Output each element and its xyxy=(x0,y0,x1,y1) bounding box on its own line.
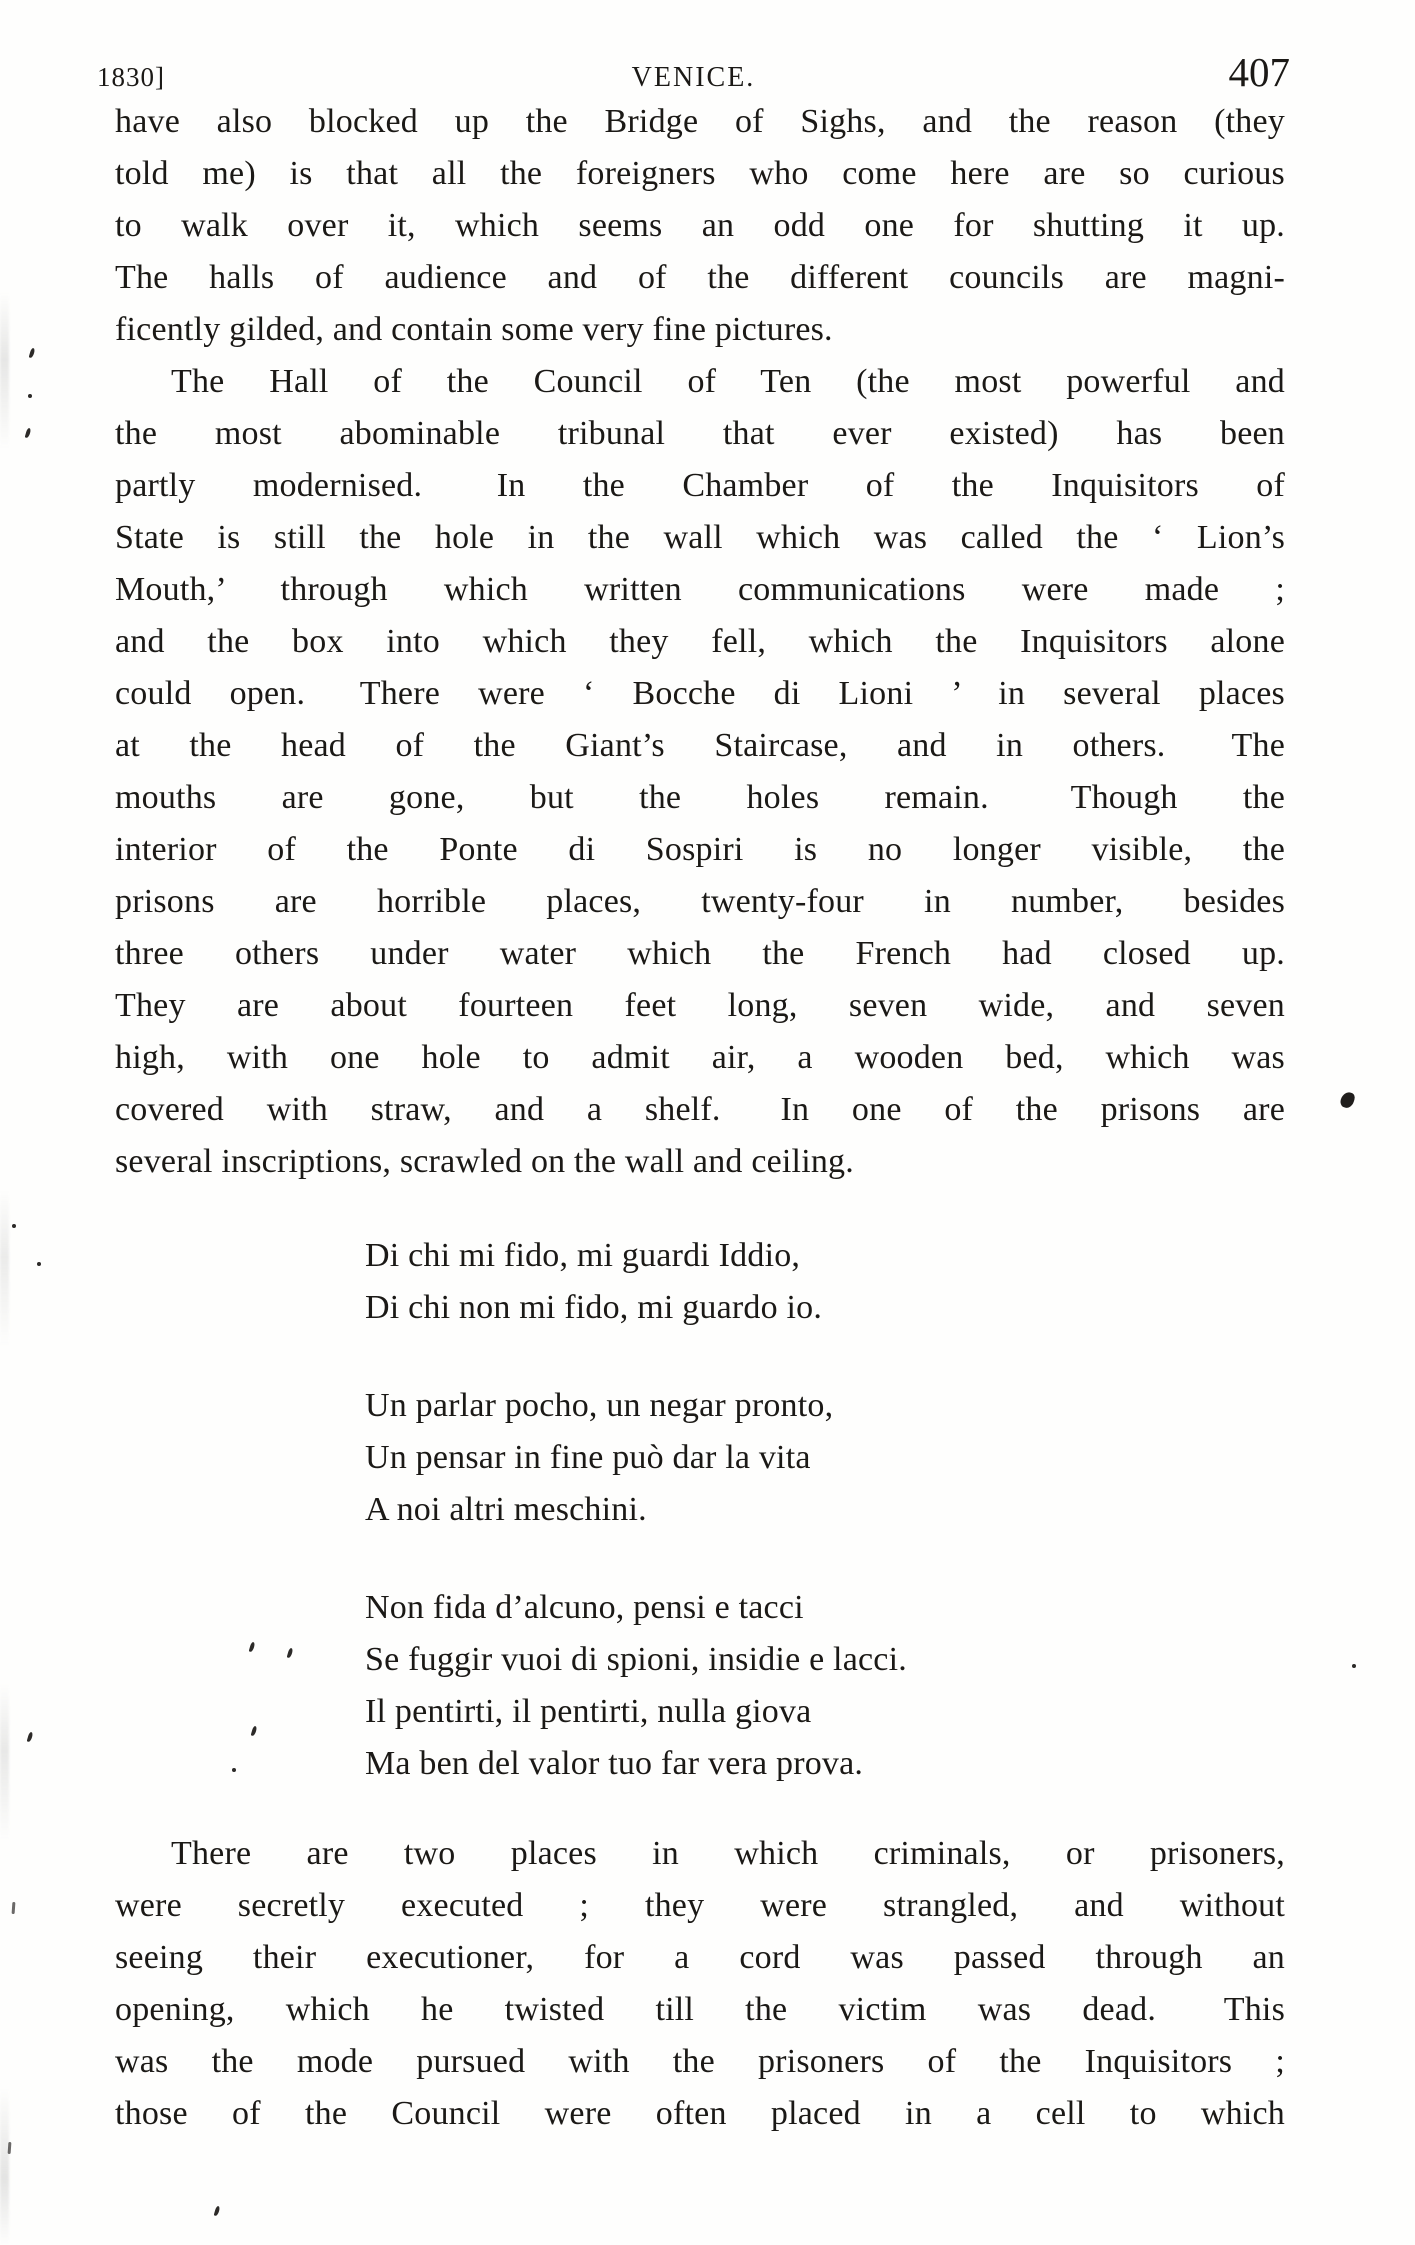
text-line: seeing their executioner, for a cord was passed through an xyxy=(115,1939,1285,1976)
verse-stanza xyxy=(365,1380,1285,1536)
header-title: VENICE. xyxy=(631,62,756,93)
text-line: the most abominable tribunal that ever existed) has been xyxy=(115,415,1285,452)
ink-speck xyxy=(214,2206,221,2217)
page-body xyxy=(115,96,1285,2140)
text-line: prisons are horrible places, twenty-four in number, besides xyxy=(115,883,1285,920)
page-header xyxy=(97,48,1290,96)
text-line: at the head of the Giant’s Staircase, and in others. The xyxy=(115,727,1285,764)
text-line: Non fida d’alcuno, pensi e tacci xyxy=(365,1589,804,1626)
text-line: and the box into which they fell, which the Inquisitors alone xyxy=(115,623,1285,660)
text-line: were secretly executed ; they were strangled, and without xyxy=(115,1887,1285,1924)
text-line: The halls of audience and of the different councils are magni- xyxy=(115,259,1285,296)
page-number: 407 xyxy=(1228,49,1290,95)
paragraph xyxy=(115,356,1285,1188)
text-line: partly modernised. In the Chamber of the Inquisitors of xyxy=(115,467,1285,504)
text-line: The Hall of the Council of Ten (the most powerful and xyxy=(171,363,1285,400)
header-year: 1830] xyxy=(97,62,165,92)
ink-blot xyxy=(1339,1090,1356,1109)
text-line: several inscriptions, scrawled on the wall and ceiling. xyxy=(115,1143,854,1180)
text-line: Un pensar in fine può dar la vita xyxy=(365,1439,811,1476)
text-line: could open. There were ‘ Bocche di Lioni ’ in several places xyxy=(115,675,1285,712)
text-line: mouths are gone, but the holes remain. Though the xyxy=(115,779,1285,816)
text-line: to walk over it, which seems an odd one for shutting it up. xyxy=(115,207,1285,244)
text-line: Ma ben del valor tuo far vera prova. xyxy=(365,1745,864,1782)
text-line: was the mode pursued with the prisoners of the Inquisitors ; xyxy=(115,2043,1285,2080)
text-line: There are two places in which criminals, or prisoners, xyxy=(171,1835,1285,1872)
text-line: Di chi mi fido, mi guardi Iddio, xyxy=(365,1237,801,1274)
text-line: covered with straw, and a shelf. In one of the prisons are xyxy=(115,1091,1285,1128)
verse-stanza xyxy=(365,1582,1285,1790)
text-line: State is still the hole in the wall which was called the ‘ Lion’s xyxy=(115,519,1285,556)
paragraph xyxy=(115,1828,1285,2140)
scan-edge-smudge xyxy=(0,0,9,2245)
ink-speck xyxy=(8,2142,12,2154)
text-line: those of the Council were often placed in a cell to which xyxy=(115,2095,1285,2132)
text-line: opening, which he twisted till the victim was dead. This xyxy=(115,1991,1285,2028)
ink-speck xyxy=(232,1768,236,1772)
text-line: told me) is that all the foreigners who come here are so curious xyxy=(115,155,1285,192)
text-line: Il pentirti, il pentirti, nulla giova xyxy=(365,1693,812,1730)
text-line: have also blocked up the Bridge of Sighs, and the reason (they xyxy=(115,103,1285,140)
ink-speck xyxy=(27,1732,34,1743)
paragraph xyxy=(115,96,1285,356)
text-line: interior of the Ponte di Sospiri is no longer visible, the xyxy=(115,831,1285,868)
ink-speck xyxy=(37,1262,41,1266)
verse-stanza xyxy=(365,1230,1285,1334)
text-line: Un parlar pocho, un negar pronto, xyxy=(365,1387,834,1424)
text-line: Se fuggir vuoi di spioni, insidie e lacci. xyxy=(365,1641,907,1678)
text-line: A noi altri meschini. xyxy=(365,1491,647,1528)
ink-speck xyxy=(25,428,32,439)
ink-speck xyxy=(12,1224,16,1228)
ink-speck xyxy=(28,394,32,398)
text-line: ficently gilded, and contain some very fine pictures. xyxy=(115,311,833,348)
text-line: They are about fourteen feet long, seven wide, and seven xyxy=(115,987,1285,1024)
ink-speck xyxy=(1352,1664,1356,1668)
text-line: Di chi non mi fido, mi guardo io. xyxy=(365,1289,823,1326)
text-line: high, with one hole to admit air, a wooden bed, which was xyxy=(115,1039,1285,1076)
ink-speck xyxy=(12,1902,16,1914)
ink-speck xyxy=(29,348,36,359)
text-line: Mouth,’ through which written communications were made ; xyxy=(115,571,1285,608)
text-line: three others under water which the French had closed up. xyxy=(115,935,1285,972)
